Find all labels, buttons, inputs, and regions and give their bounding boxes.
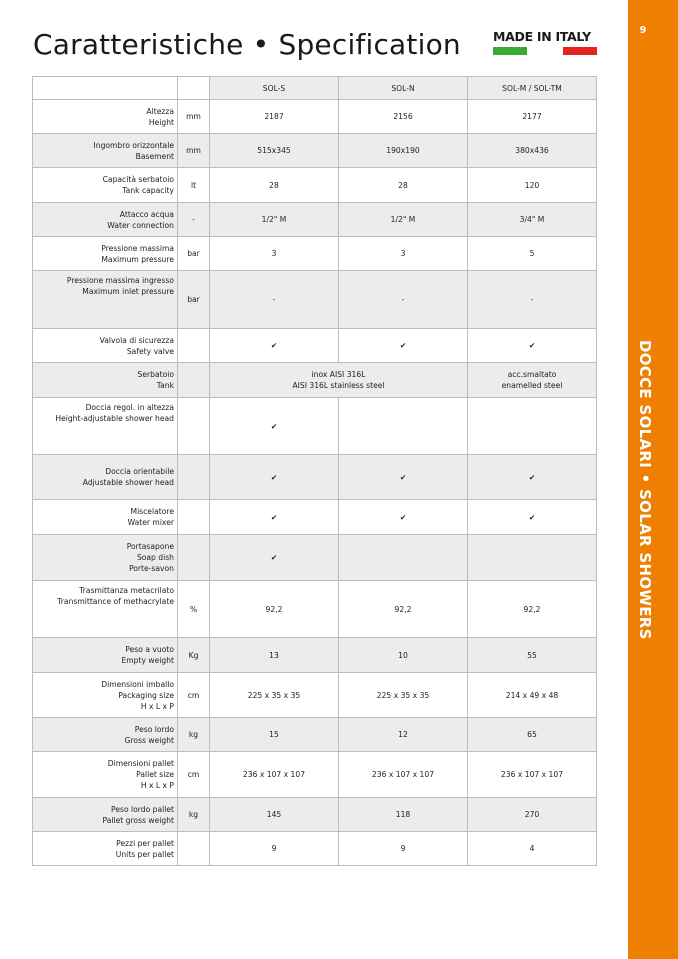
table-row <box>33 718 597 752</box>
table-row <box>33 398 597 455</box>
row-label <box>33 798 178 832</box>
page-title: Caratteristiche • Specification <box>33 28 461 61</box>
cell-line: Water mixer <box>127 518 174 527</box>
row-unit: cm <box>178 752 210 798</box>
table-row <box>33 832 597 866</box>
value-cell: 28 <box>210 168 339 203</box>
table-row <box>33 363 597 398</box>
value-cell: 4 <box>468 832 597 866</box>
table-row <box>33 203 597 237</box>
cell-line: Height <box>148 117 174 127</box>
row-unit: Kg <box>178 638 210 673</box>
value-cell: 15 <box>210 718 339 752</box>
column-header: SOL-S <box>210 77 339 100</box>
cell-line: Soap dish <box>136 553 174 562</box>
table-row <box>33 237 597 271</box>
value-cell: 65 <box>468 718 597 752</box>
cell-line: Pressione massima ingresso <box>66 276 174 285</box>
row-unit <box>178 329 210 363</box>
value-cell: 2177 <box>468 100 597 134</box>
value-cell: 190x190 <box>339 134 468 168</box>
checkmark-icon: ✔ <box>210 535 339 581</box>
cell-line: Units per pallet <box>115 849 174 859</box>
cell-line: Adjustable shower head <box>82 478 174 487</box>
value-cell: 3/4" M <box>468 203 597 237</box>
value-cell: 3 <box>339 237 468 271</box>
checkmark-icon: ✔ <box>468 500 597 535</box>
checkmark-icon: ✔ <box>210 455 339 500</box>
cell-line: Miscelatore <box>130 507 174 516</box>
value-cell: - <box>339 271 468 329</box>
value-cell: 380x436 <box>468 134 597 168</box>
value-cell: 55 <box>468 638 597 673</box>
row-unit <box>178 535 210 581</box>
table-row <box>33 455 597 500</box>
value-cell: - <box>210 271 339 329</box>
value-cell: 515x345 <box>210 134 339 168</box>
row-unit: - <box>178 203 210 237</box>
value-cell: 236 x 107 x 107 <box>339 752 468 798</box>
cell-line: Dimensioni imballo <box>101 679 174 689</box>
cell-line: acc.smaltato <box>507 370 557 379</box>
cell-line: AISI 316L stainless steel <box>292 381 385 390</box>
row-unit: kg <box>178 798 210 832</box>
value-cell <box>210 363 468 398</box>
checkmark-icon: ✔ <box>210 398 339 455</box>
cell-line: Peso lordo <box>134 724 174 734</box>
cell-line: H x L x P <box>140 701 174 711</box>
header-blank <box>178 77 210 100</box>
row-label <box>33 500 178 535</box>
cell-line: Tank capacity <box>122 186 174 195</box>
table-row <box>33 500 597 535</box>
cell-line: Pallet gross weight <box>102 815 174 825</box>
row-label <box>33 168 178 203</box>
value-cell: 92,2 <box>468 581 597 638</box>
row-label <box>33 398 178 455</box>
value-cell <box>339 535 468 581</box>
row-label <box>33 455 178 500</box>
cell-line: enamelled steel <box>501 381 563 390</box>
value-cell: 118 <box>339 798 468 832</box>
cell-line: Height-adjustable shower head <box>55 414 174 423</box>
cell-line: Pressione massima <box>101 243 174 253</box>
page-number: 9 <box>639 25 647 36</box>
value-cell: 236 x 107 x 107 <box>210 752 339 798</box>
cell-line: Tank <box>156 381 174 390</box>
italian-flag-icon <box>493 47 597 55</box>
checkmark-icon: ✔ <box>339 500 468 535</box>
value-cell: 12 <box>339 718 468 752</box>
value-cell <box>468 398 597 455</box>
cell-line: Maximum pressure <box>101 254 174 264</box>
cell-line: Serbatoio <box>137 370 174 379</box>
badge-text: MADE IN ITALY <box>493 29 591 44</box>
row-label <box>33 237 178 271</box>
table-row <box>33 134 597 168</box>
checkmark-icon: ✔ <box>210 329 339 363</box>
value-cell: 1/2" M <box>210 203 339 237</box>
cell-line: Dimensioni pallet <box>107 759 174 768</box>
row-label <box>33 832 178 866</box>
checkmark-icon: ✔ <box>468 329 597 363</box>
row-unit: kg <box>178 718 210 752</box>
row-label <box>33 363 178 398</box>
specification-table <box>32 76 597 866</box>
row-label <box>33 535 178 581</box>
value-cell: 92,2 <box>210 581 339 638</box>
row-unit <box>178 832 210 866</box>
table-row <box>33 673 597 718</box>
checkmark-icon: ✔ <box>210 500 339 535</box>
row-label <box>33 673 178 718</box>
cell-line: H x L x P <box>140 781 174 790</box>
value-cell <box>468 535 597 581</box>
table-row <box>33 752 597 798</box>
value-cell: 28 <box>339 168 468 203</box>
cell-line: Gross weight <box>124 735 174 745</box>
cell-line: Doccia orientabile <box>105 467 174 476</box>
value-cell: 145 <box>210 798 339 832</box>
cell-line: Ingombro orizzontale <box>93 140 174 150</box>
cell-line: inox AISI 316L <box>311 370 366 379</box>
table-row <box>33 638 597 673</box>
value-cell: 9 <box>339 832 468 866</box>
row-unit: cm <box>178 673 210 718</box>
cell-line: Altezza <box>146 106 174 116</box>
value-cell: - <box>468 271 597 329</box>
cell-line: Peso a vuoto <box>125 645 174 654</box>
checkmark-icon: ✔ <box>468 455 597 500</box>
sidebar-section-title: DOCCE SOLARI • SOLAR SHOWERS <box>636 340 654 640</box>
cell-line: Maximum inlet pressure <box>82 287 174 296</box>
table-row <box>33 329 597 363</box>
row-label <box>33 100 178 134</box>
row-label <box>33 638 178 673</box>
value-cell: 9 <box>210 832 339 866</box>
value-cell <box>468 363 597 398</box>
row-label <box>33 718 178 752</box>
cell-line: Pezzi per pallet <box>116 838 174 848</box>
cell-line: Portasapone <box>126 542 174 551</box>
row-label <box>33 203 178 237</box>
cell-line: Pallet size <box>136 770 174 779</box>
table-row <box>33 168 597 203</box>
cell-line: Porte-savon <box>128 564 174 573</box>
flag-green <box>493 47 527 55</box>
row-label <box>33 329 178 363</box>
value-cell: 2187 <box>210 100 339 134</box>
row-unit: % <box>178 581 210 638</box>
value-cell: 120 <box>468 168 597 203</box>
value-cell: 225 x 35 x 35 <box>339 673 468 718</box>
value-cell: 236 x 107 x 107 <box>468 752 597 798</box>
row-unit: mm <box>178 134 210 168</box>
value-cell: 214 x 49 x 48 <box>468 673 597 718</box>
row-label <box>33 271 178 329</box>
value-cell: 3 <box>210 237 339 271</box>
row-unit <box>178 500 210 535</box>
table-row <box>33 100 597 134</box>
cell-line: Capacità serbatoio <box>102 175 174 184</box>
cell-line: Packaging size <box>118 690 174 700</box>
value-cell: 225 x 35 x 35 <box>210 673 339 718</box>
value-cell: 10 <box>339 638 468 673</box>
flag-white <box>527 47 563 55</box>
cell-line: Transmittance of methacrylate <box>57 597 174 606</box>
value-cell: 5 <box>468 237 597 271</box>
table-row <box>33 271 597 329</box>
row-unit <box>178 363 210 398</box>
row-unit <box>178 398 210 455</box>
value-cell: 13 <box>210 638 339 673</box>
row-unit <box>178 455 210 500</box>
row-unit: mm <box>178 100 210 134</box>
cell-line: Basement <box>135 151 174 161</box>
table-row <box>33 535 597 581</box>
value-cell: 1/2" M <box>339 203 468 237</box>
flag-red <box>563 47 597 55</box>
value-cell: 92,2 <box>339 581 468 638</box>
table-row <box>33 581 597 638</box>
cell-line: Safety valve <box>126 346 174 356</box>
header-blank <box>33 77 178 100</box>
cell-line: Trasmittanza metacrilato <box>79 586 174 595</box>
cell-line: Water connection <box>107 220 174 230</box>
cell-line: Peso lordo pallet <box>111 804 174 814</box>
cell-line: Empty weight <box>121 656 174 665</box>
column-header: SOL-M / SOL-TM <box>468 77 597 100</box>
column-header: SOL-N <box>339 77 468 100</box>
row-label <box>33 134 178 168</box>
table-row <box>33 798 597 832</box>
value-cell <box>339 398 468 455</box>
cell-line: Attacco acqua <box>119 209 174 219</box>
made-in-italy-badge <box>493 30 597 55</box>
row-label <box>33 581 178 638</box>
cell-line: Valvola di sicurezza <box>99 335 174 345</box>
value-cell: 270 <box>468 798 597 832</box>
row-unit: lt <box>178 168 210 203</box>
row-unit: bar <box>178 237 210 271</box>
cell-line: Doccia regol. in altezza <box>85 403 174 412</box>
checkmark-icon: ✔ <box>339 329 468 363</box>
value-cell: 2156 <box>339 100 468 134</box>
row-label <box>33 752 178 798</box>
row-unit: bar <box>178 271 210 329</box>
checkmark-icon: ✔ <box>339 455 468 500</box>
